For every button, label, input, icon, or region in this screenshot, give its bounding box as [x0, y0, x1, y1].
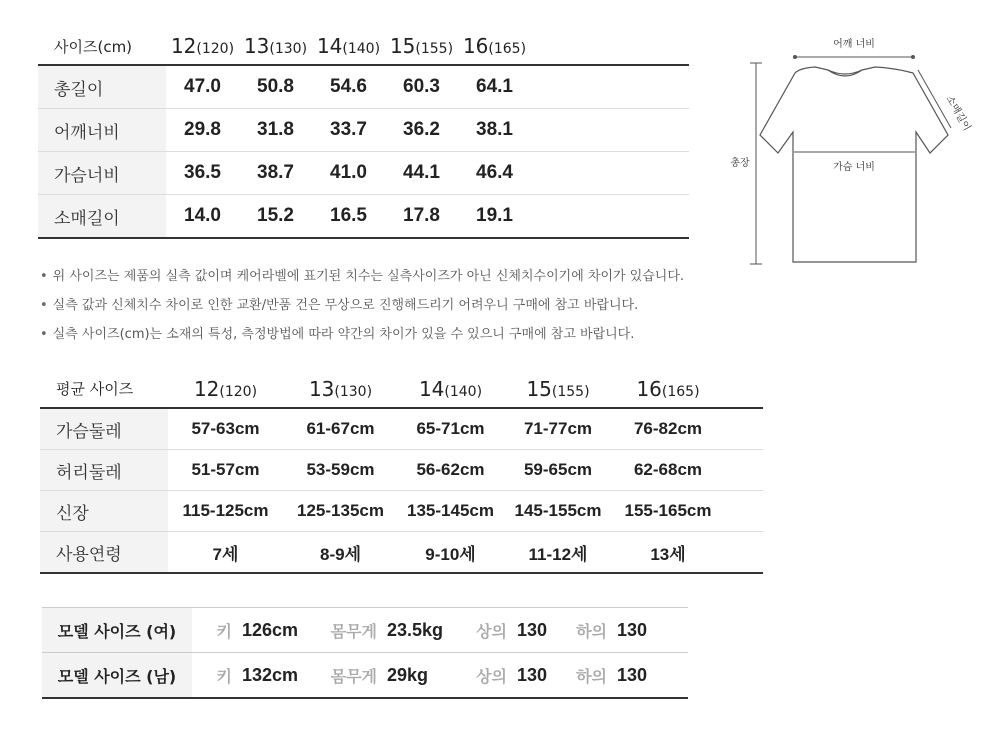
cell-value: 60.3 [385, 65, 458, 109]
size-notes [40, 266, 684, 353]
table-row [40, 450, 763, 491]
cell-value: 31.8 [239, 109, 312, 152]
cell-value: 36.5 [166, 152, 239, 195]
cell-value: 38.7 [239, 152, 312, 195]
cell-value: 145-155cm [503, 491, 613, 532]
height-key: 키 [192, 608, 242, 653]
cell-value: 50.8 [239, 65, 312, 109]
size-column-header: 15(155) [385, 28, 458, 65]
average-size-table [40, 370, 763, 574]
table-header [38, 28, 689, 65]
model-size-table [42, 607, 688, 699]
actual-size-table [38, 28, 689, 239]
bottom-value: 130 [617, 608, 688, 653]
cell-value: 53-59cm [283, 450, 398, 491]
weight-value: 29kg [387, 653, 462, 699]
row-label: 가슴둘레 [40, 408, 168, 450]
cell-value: 13세 [613, 532, 723, 574]
top-key: 상의 [462, 608, 517, 653]
header-label: 평균 사이즈 [40, 370, 168, 408]
top-value: 130 [517, 653, 567, 699]
header-label: 사이즈(cm) [38, 28, 166, 65]
cell-value: 33.7 [312, 109, 385, 152]
row-label: 가슴너비 [38, 152, 166, 195]
note-item: • 실측 값과 신체치수 차이로 인한 교환/반품 건은 무상으로 진행해드리기 어려우니 구매에 참고 바랍니다. [40, 295, 684, 324]
cell-value: 44.1 [385, 152, 458, 195]
cell-value: 59-65cm [503, 450, 613, 491]
chest-width-label: 가슴 너비 [833, 162, 875, 173]
size-column-header: 16(165) [613, 370, 723, 408]
cell-value: 29.8 [166, 109, 239, 152]
size-column-header: 13(130) [283, 370, 398, 408]
cell-value: 46.4 [458, 152, 531, 195]
cell-value: 76-82cm [613, 408, 723, 450]
size-column-header: 15(155) [503, 370, 613, 408]
size-column-header: 16(165) [458, 28, 531, 65]
table-row [40, 408, 763, 450]
size-column-header: 14(140) [312, 28, 385, 65]
table-row [38, 109, 689, 152]
cell-value: 125-135cm [283, 491, 398, 532]
top-value: 130 [517, 608, 567, 653]
table-row [38, 152, 689, 195]
size-column-header: 13(130) [239, 28, 312, 65]
table-row [40, 491, 763, 532]
tshirt-measurement-diagram [718, 30, 978, 270]
total-length-label: 총장 [730, 158, 750, 169]
table-row [40, 532, 763, 574]
cell-value: 9-10세 [398, 532, 503, 574]
cell-value: 16.5 [312, 195, 385, 239]
cell-value: 47.0 [166, 65, 239, 109]
cell-value: 115-125cm [168, 491, 283, 532]
cell-value: 65-71cm [398, 408, 503, 450]
row-label: 소매길이 [38, 195, 166, 239]
cell-value: 41.0 [312, 152, 385, 195]
weight-key: 몸무게 [327, 653, 387, 699]
bottom-key: 하의 [567, 653, 617, 699]
size-column-header: 14(140) [398, 370, 503, 408]
model-label: 모델 사이즈 (여) [42, 608, 192, 653]
model-row [42, 653, 688, 699]
cell-value: 54.6 [312, 65, 385, 109]
row-label: 사용연령 [40, 532, 168, 574]
model-row [42, 608, 688, 653]
cell-value: 56-62cm [398, 450, 503, 491]
table-row [38, 65, 689, 109]
table-header [40, 370, 763, 408]
cell-value: 57-63cm [168, 408, 283, 450]
cell-value: 17.8 [385, 195, 458, 239]
note-item: • 위 사이즈는 제품의 실측 값이며 케어라벨에 표기된 치수는 실측사이즈가 아닌 신체치수이기에 차이가 있습니다. [40, 266, 684, 295]
bottom-value: 130 [617, 653, 688, 699]
cell-value: 62-68cm [613, 450, 723, 491]
height-value: 126cm [242, 608, 327, 653]
cell-value: 135-145cm [398, 491, 503, 532]
row-label: 허리둘레 [40, 450, 168, 491]
weight-value: 23.5kg [387, 608, 462, 653]
top-key: 상의 [462, 653, 517, 699]
cell-value: 14.0 [166, 195, 239, 239]
shoulder-width-label: 어깨 너비 [833, 39, 875, 50]
cell-value: 36.2 [385, 109, 458, 152]
height-value: 132cm [242, 653, 327, 699]
size-column-header: 12(120) [166, 28, 239, 65]
cell-value: 8-9세 [283, 532, 398, 574]
neckline [828, 70, 862, 76]
cell-value: 38.1 [458, 109, 531, 152]
row-label: 총길이 [38, 65, 166, 109]
cell-value: 15.2 [239, 195, 312, 239]
bottom-key: 하의 [567, 608, 617, 653]
cell-value: 71-77cm [503, 408, 613, 450]
cell-value: 61-67cm [283, 408, 398, 450]
cell-value: 7세 [168, 532, 283, 574]
row-label: 어깨너비 [38, 109, 166, 152]
height-key: 키 [192, 653, 242, 699]
size-column-header: 12(120) [168, 370, 283, 408]
model-label: 모델 사이즈 (남) [42, 653, 192, 699]
cell-value: 51-57cm [168, 450, 283, 491]
cell-value: 11-12세 [503, 532, 613, 574]
weight-key: 몸무게 [327, 608, 387, 653]
sleeve-length-label: 소매길이 [943, 94, 973, 133]
table-row [38, 195, 689, 239]
cell-value: 19.1 [458, 195, 531, 239]
row-label: 신장 [40, 491, 168, 532]
cell-value: 155-165cm [613, 491, 723, 532]
cell-value: 64.1 [458, 65, 531, 109]
note-item: • 실측 사이즈(cm)는 소재의 특성, 측정방법에 따라 약간의 차이가 있을 수 있으니 구매에 참고 바랍니다. [40, 324, 684, 353]
